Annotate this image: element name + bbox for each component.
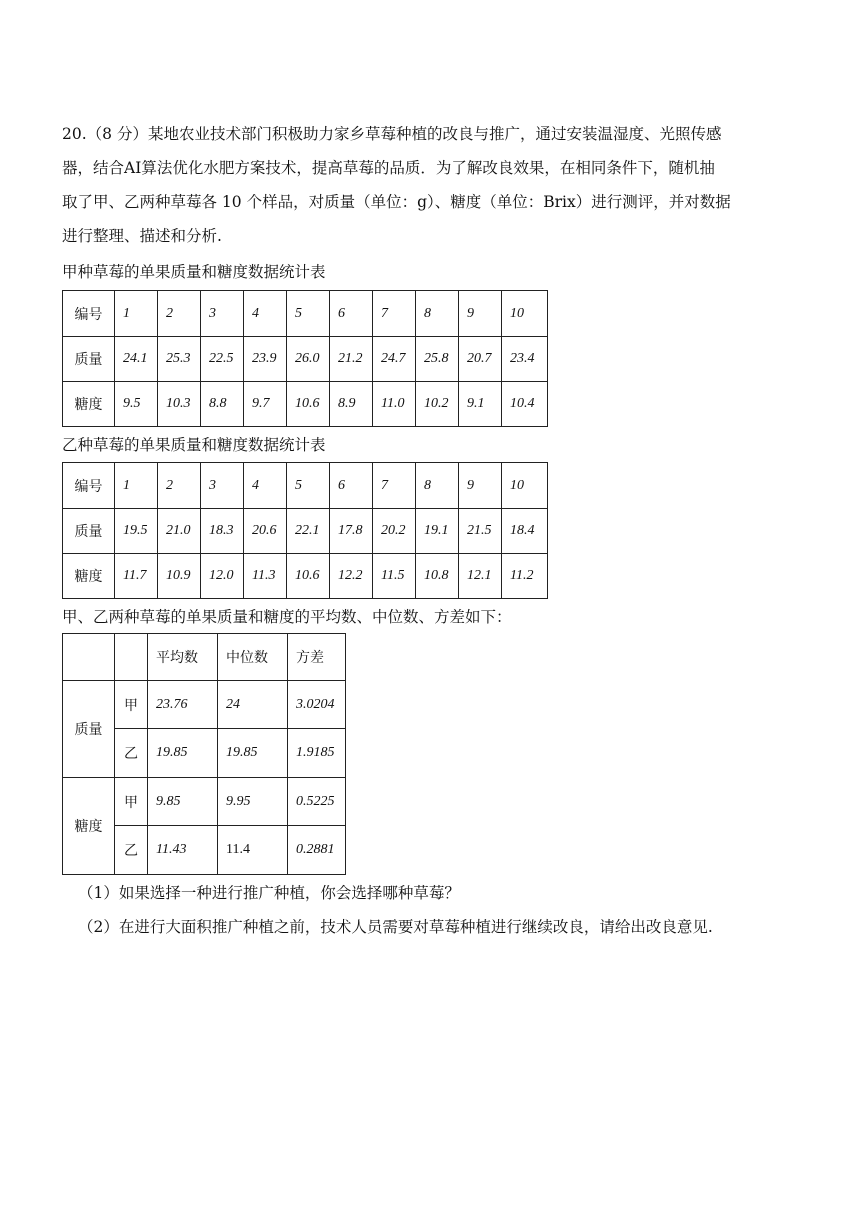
stats-caption: 甲、乙两种草莓的单果质量和糖度的平均数、中位数、方差如下：	[62, 608, 512, 626]
problem-statement	[62, 117, 802, 253]
table-cell: 9.5	[115, 382, 158, 427]
variety-label: 乙	[115, 729, 148, 778]
table-cell: 22.1	[287, 509, 330, 554]
table-a	[62, 290, 548, 427]
mean-cell: 19.85	[148, 729, 218, 778]
table-cell: 10.3	[158, 382, 201, 427]
row-label: 糖度	[63, 554, 115, 599]
row-label: 质量	[63, 509, 115, 554]
group-label: 糖度	[63, 778, 115, 875]
variance-cell: 1.9185	[288, 729, 346, 778]
table-cell: 20.2	[373, 509, 416, 554]
table-cell: 10	[502, 291, 548, 337]
column-header: 中位数	[218, 634, 288, 681]
table-cell: 10.6	[287, 554, 330, 599]
table-cell: 9.1	[459, 382, 502, 427]
table-cell: 4	[244, 463, 287, 509]
table-cell: 3	[201, 291, 244, 337]
table-cell: 12.2	[330, 554, 373, 599]
table-cell: 20.7	[459, 337, 502, 382]
problem-line: 器，结合AI算法优化水肥方案技术，提高草莓的品质．为了解改良效果，在相同条件下，随机抽	[62, 159, 715, 177]
variety-label: 甲	[115, 778, 148, 826]
variety-label: 乙	[115, 826, 148, 875]
table-cell: 12.0	[201, 554, 244, 599]
table-cell: 25.3	[158, 337, 201, 382]
table-row	[63, 291, 548, 337]
table-cell: 21.0	[158, 509, 201, 554]
table-cell: 12.1	[459, 554, 502, 599]
table-cell: 2	[158, 291, 201, 337]
table-cell: 8	[416, 463, 459, 509]
row-label: 糖度	[63, 382, 115, 427]
table-cell: 11.0	[373, 382, 416, 427]
table-cell: 20.6	[244, 509, 287, 554]
table-cell: 11.2	[502, 554, 548, 599]
table-cell: 19.5	[115, 509, 158, 554]
table-cell: 11.7	[115, 554, 158, 599]
table-cell: 6	[330, 463, 373, 509]
table-row	[63, 509, 548, 554]
mean-cell: 23.76	[148, 681, 218, 729]
table-row	[63, 681, 346, 729]
table-cell: 21.2	[330, 337, 373, 382]
table-cell: 23.9	[244, 337, 287, 382]
table-cell: 8.9	[330, 382, 373, 427]
table-row	[63, 337, 548, 382]
table-cell: 8	[416, 291, 459, 337]
table-cell: 6	[330, 291, 373, 337]
table-cell: 18.4	[502, 509, 548, 554]
table-row	[63, 778, 346, 826]
variance-cell: 0.2881	[288, 826, 346, 875]
table-cell: 10.8	[416, 554, 459, 599]
table-cell: 24.7	[373, 337, 416, 382]
mean-cell: 11.43	[148, 826, 218, 875]
column-header: 平均数	[148, 634, 218, 681]
table-cell: 10.6	[287, 382, 330, 427]
problem-line: 20.（8 分）某地农业技术部门积极助力家乡草莓种植的改良与推广，通过安装温湿度、光照传感	[62, 125, 722, 143]
stats-table	[62, 633, 346, 875]
row-label: 编号	[63, 291, 115, 337]
column-header: 方差	[288, 634, 346, 681]
table-cell: 25.8	[416, 337, 459, 382]
mean-cell: 9.85	[148, 778, 218, 826]
table-cell: 11.5	[373, 554, 416, 599]
table-row	[63, 554, 548, 599]
table-cell: 3	[201, 463, 244, 509]
table-cell: 2	[158, 463, 201, 509]
table-a-caption: 甲种草莓的单果质量和糖度数据统计表	[62, 263, 326, 281]
table-cell: 9.7	[244, 382, 287, 427]
table-cell: 9	[459, 463, 502, 509]
median-cell: 24	[218, 681, 288, 729]
median-cell: 19.85	[218, 729, 288, 778]
table-row	[63, 382, 548, 427]
median-cell: 11.4	[218, 826, 288, 875]
table-cell: 23.4	[502, 337, 548, 382]
row-label: 编号	[63, 463, 115, 509]
median-cell: 9.95	[218, 778, 288, 826]
table-row	[63, 463, 548, 509]
table-cell: 7	[373, 291, 416, 337]
table-cell: 9	[459, 291, 502, 337]
table-cell: 10.9	[158, 554, 201, 599]
table-cell: 21.5	[459, 509, 502, 554]
table-cell: 11.3	[244, 554, 287, 599]
table-cell: 5	[287, 463, 330, 509]
question-2: （2）在进行大面积推广种植之前，技术人员需要对草莓种植进行继续改良，请给出改良意见.	[78, 918, 713, 936]
table-cell: 22.5	[201, 337, 244, 382]
table-b-caption: 乙种草莓的单果质量和糖度数据统计表	[62, 436, 326, 454]
table-cell: 10.2	[416, 382, 459, 427]
table-cell: 1	[115, 463, 158, 509]
question-1: （1）如果选择一种进行推广种植，你会选择哪种草莓？	[78, 884, 460, 902]
table-cell: 1	[115, 291, 158, 337]
table-b	[62, 462, 548, 599]
variety-label: 甲	[115, 681, 148, 729]
table-cell: 4	[244, 291, 287, 337]
problem-line: 进行整理、描述和分析.	[62, 227, 222, 245]
empty-cell	[115, 634, 148, 681]
group-label: 质量	[63, 681, 115, 778]
variance-cell: 3.0204	[288, 681, 346, 729]
empty-cell	[63, 634, 115, 681]
table-cell: 10.4	[502, 382, 548, 427]
table-cell: 26.0	[287, 337, 330, 382]
table-cell: 7	[373, 463, 416, 509]
problem-line: 取了甲、乙两种草莓各 10 个样品，对质量（单位：g）、糖度（单位：Brix）进行测评，并对数据	[62, 193, 731, 211]
table-cell: 18.3	[201, 509, 244, 554]
table-cell: 10	[502, 463, 548, 509]
table-cell: 19.1	[416, 509, 459, 554]
table-cell: 8.8	[201, 382, 244, 427]
table-header-row	[63, 634, 346, 681]
table-cell: 5	[287, 291, 330, 337]
row-label: 质量	[63, 337, 115, 382]
table-cell: 24.1	[115, 337, 158, 382]
variance-cell: 0.5225	[288, 778, 346, 826]
table-cell: 17.8	[330, 509, 373, 554]
